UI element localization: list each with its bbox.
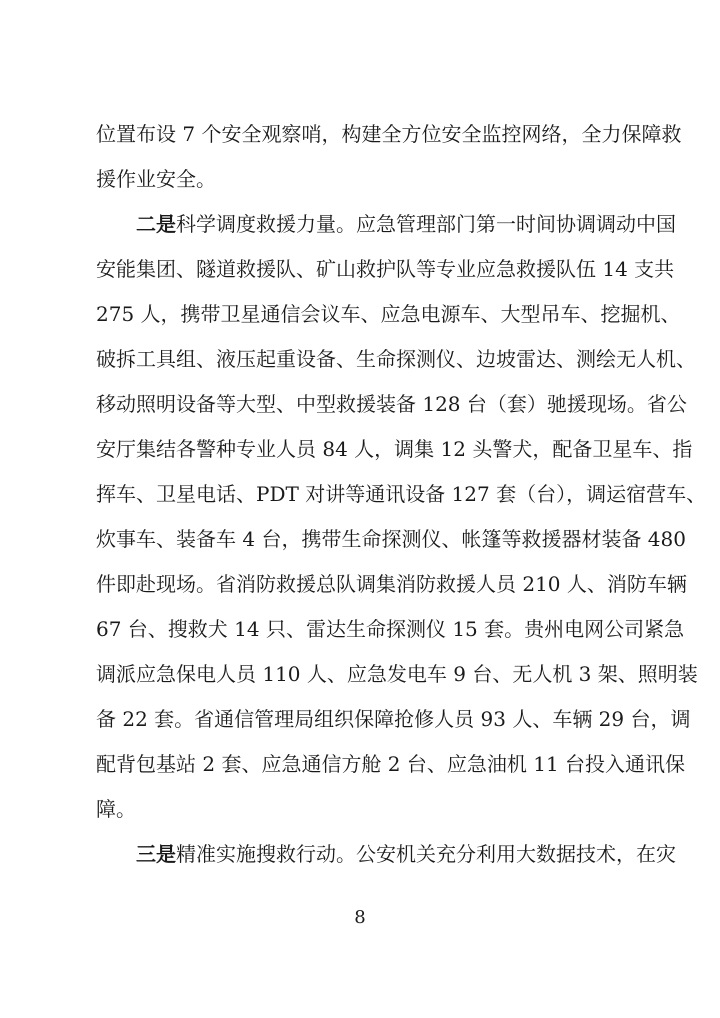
text-line: 炊事车、装备车 4 台，携带生命探测仪、帐篷等救援器材装备 480 [96,527,686,551]
text-line: 67 台、搜救犬 14 只、雷达生命探测仪 15 套。贵州电网公司紧急 [96,617,685,641]
text-line: 障。 [96,797,136,821]
paragraph-text: 精准实施搜救行动。公安机关充分利用大数据技术，在灾 [176,842,676,866]
text-line: 破拆工具组、液压起重设备、生命探测仪、边坡雷达、测绘无人机、 [96,347,696,371]
text-line: 件即赴现场。省消防救援总队调集消防救援人员 210 人、消防车辆 [96,572,687,596]
text-line: 275 人，携带卫星通信会议车、应急电源车、大型吊车、挖掘机、 [96,302,681,326]
paragraph-three-first-line [136,835,676,873]
text-line: 移动照明设备等大型、中型救援装备 128 台（套）驰援现场。省公 [96,392,687,416]
text-line: 挥车、卫星电话、PDT 对讲等通讯设备 127 套（台），调运宿营车、 [96,482,707,506]
text-line: 配背包基站 2 套、应急通信方舱 2 台、应急油机 11 台投入通讯保 [96,752,686,776]
text-line: 安能集团、隧道救援队、矿山救护队等专业应急救援队伍 14 支共 [96,257,675,281]
text-line: 位置布设 7 个安全观察哨，构建全方位安全监控网络，全力保障救 [96,122,682,146]
paragraph-text: 科学调度救援力量。应急管理部门第一时间协调调动中国 [176,212,676,236]
text-line: 安厅集结各警种专业人员 84 人，调集 12 头警犬，配备卫星车、指 [96,437,693,461]
paragraph-two-first-line [136,205,676,243]
text-line: 调派应急保电人员 110 人、应急发电车 9 台、无人机 3 架、照明装 [96,662,698,686]
text-line: 备 22 套。省通信管理局组织保障抢修人员 93 人、车辆 29 台，调 [96,707,691,731]
paragraph-heading: 三是 [136,842,176,866]
page-number: 8 [354,907,366,928]
text-line: 援作业安全。 [96,167,216,191]
paragraph-heading: 二是 [136,212,176,236]
